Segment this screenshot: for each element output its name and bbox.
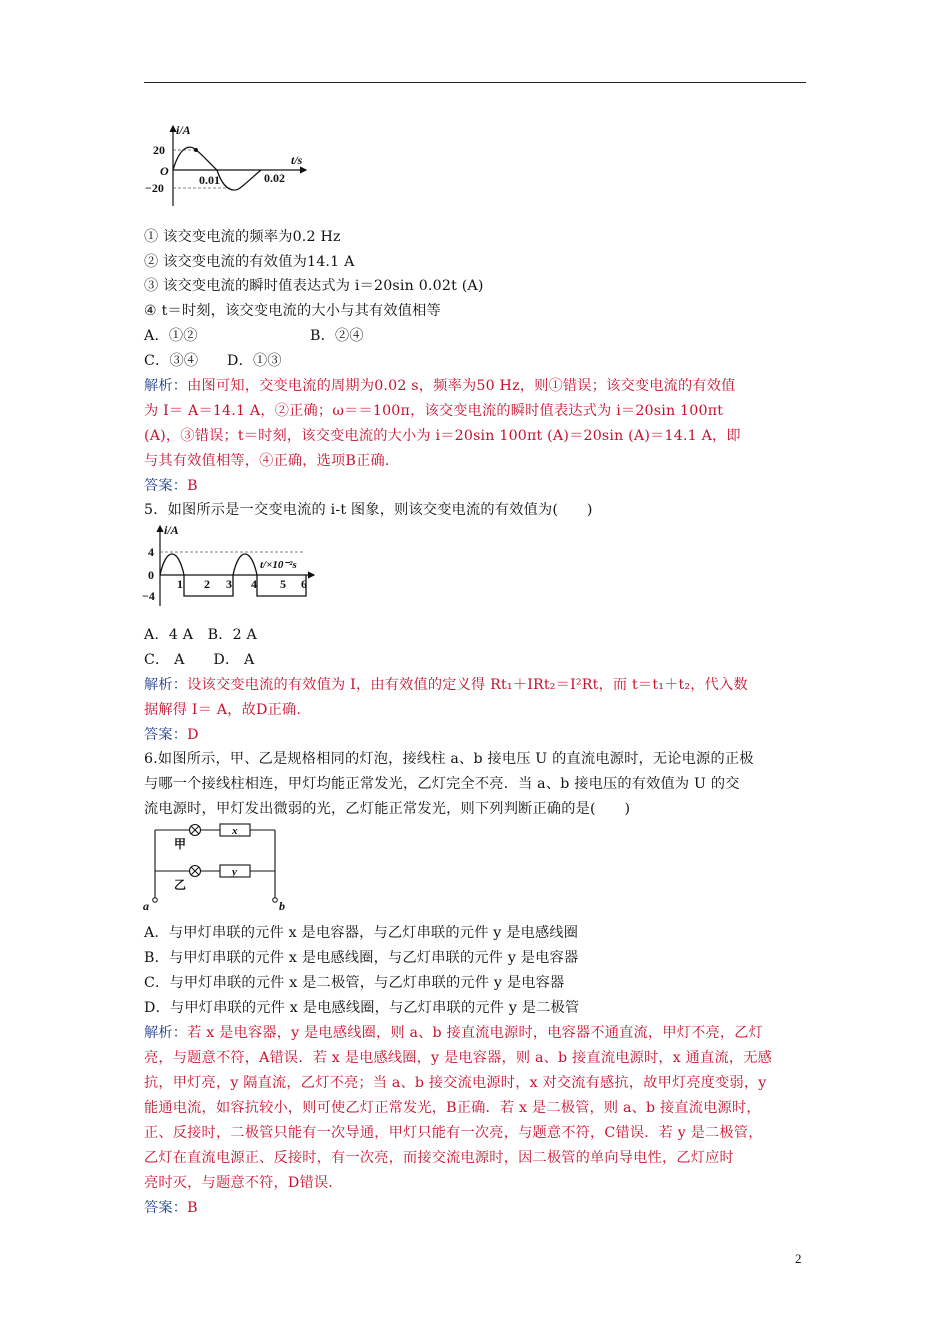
q6-analysis-line-4: 能通电流，如容抗较小，则可使乙灯正常发光，B正确．若 x 是二极管，则 a、b 接直流电源时， bbox=[144, 1100, 761, 1116]
q6-answer-label: 答案： bbox=[144, 1200, 188, 1216]
q5-analysis-line-2: 据解得 I＝ A，故D正确. bbox=[144, 702, 302, 718]
q6-lamp-yi: 乙 bbox=[174, 878, 187, 892]
q6-analysis-line-6: 乙灯在直流电源正、反接时，有一次亮，而接交流电源时，因二极管的单向导电性，乙灯应时 bbox=[144, 1150, 734, 1166]
q4-statement-2: ② 该交变电流的有效值为14.1 A bbox=[144, 254, 355, 270]
q6-analysis-line-3: 抗，甲灯亮，y 隔直流，乙灯不亮；当 a、b 接交流电源时，x 对交流有感抗，故甲灯亮度变弱，y bbox=[144, 1075, 767, 1091]
q5-analysis-line-1: 设该交变电流的有效值为 I，由有效值的定义得 Rt₁＋IRt₂＝I²Rt，而 t＝t₁＋t₂，代入数 bbox=[187, 677, 748, 693]
q6-terminal-a: a bbox=[143, 899, 149, 913]
q5-x-tick-3: 3 bbox=[226, 577, 232, 591]
q5-options-ab: A．4 A B．2 A bbox=[144, 627, 257, 643]
q4-sine-graph bbox=[140, 120, 315, 210]
q4-options-cd: C．③④ D．①③ bbox=[144, 353, 282, 369]
q4-statement-4: ④ t＝时刻，该交变电流的大小与其有效值相等 bbox=[144, 303, 441, 319]
q6-answer: B bbox=[187, 1200, 198, 1216]
q4-x-axis-label: t/s bbox=[291, 153, 303, 167]
q6-analysis-line-7: 亮时灭，与题意不符，D错误. bbox=[144, 1175, 333, 1191]
q5-answer: D bbox=[187, 727, 199, 743]
q6-stem-line-3: 流电源时，甲灯发出微弱的光，乙灯能正常发光，则下列判断正确的是( ) bbox=[144, 801, 631, 817]
q6-option-b: B．与甲灯串联的元件 x 是电感线圈，与乙灯串联的元件 y 是电容器 bbox=[144, 950, 579, 966]
q4-analysis-line-1: 由图可知，交变电流的周期为0.02 s，频率为50 Hz，则①错误；该交变电流的有效值 bbox=[187, 378, 736, 394]
q4-option-b: B．②④ bbox=[310, 328, 364, 344]
q6-option-a: A．与甲灯串联的元件 x 是电容器，与乙灯串联的元件 y 是电感线圈 bbox=[144, 925, 579, 941]
q4-statement-1: ① 该交变电流的频率为0.2 Hz bbox=[144, 229, 341, 245]
q4-tick-origin: O bbox=[160, 164, 169, 178]
q6-stem-line-2: 与哪一个接线柱相连，甲灯均能正常发光，乙灯完全不亮．当 a、b 接电压的有效值为 U 的交 bbox=[144, 776, 740, 792]
q6-lamp-jia: 甲 bbox=[174, 837, 187, 851]
q6-option-d: D．与甲灯串联的元件 x 是电感线圈，与乙灯串联的元件 y 是二极管 bbox=[144, 1000, 580, 1016]
q5-y-axis-label: i/A bbox=[164, 523, 179, 537]
q5-analysis-label: 解析： bbox=[144, 677, 188, 693]
q4-analysis-line-3: (A)，③错误；t＝时刻，该交变电流的大小为 i＝20sin 100πt (A)＝20sin (A)＝14.1 A，即 bbox=[144, 428, 741, 444]
q4-option-a: A．①② bbox=[144, 328, 198, 344]
q5-tick-4: 4 bbox=[148, 545, 154, 559]
q6-stem-line-1: 6.如图所示，甲、乙是规格相同的灯泡，接线柱 a、b 接电压 U 的直流电源时，无论电源的正极 bbox=[144, 751, 754, 767]
q6-box-y: y bbox=[232, 866, 237, 878]
q5-options-cd: C． A D． A bbox=[144, 652, 255, 668]
q6-box-x: x bbox=[232, 825, 238, 837]
q4-answer-label: 答案： bbox=[144, 478, 188, 494]
q4-analysis-line-4: 与其有效值相等，④正确，选项B正确. bbox=[144, 453, 390, 469]
q6-analysis-line-5: 正、反接时，二极管只能有一次导通，甲灯只能有一次亮，与题意不符，C错误．若 y 是二极管， bbox=[144, 1125, 763, 1141]
q5-x-tick-2: 2 bbox=[204, 577, 210, 591]
q6-terminal-b: b bbox=[279, 899, 285, 913]
q4-answer: B bbox=[187, 478, 198, 494]
q6-circuit-diagram bbox=[140, 818, 290, 914]
q4-tick-001: 0.01 bbox=[199, 173, 220, 187]
q6-option-c: C．与甲灯串联的元件 x 是二极管，与乙灯串联的元件 y 是电容器 bbox=[144, 975, 565, 991]
q5-tick-minus4: −4 bbox=[142, 589, 155, 603]
q5-stem: 5．如图所示是一交变电流的 i-t 图象，则该交变电流的有效值为( ) bbox=[144, 502, 593, 518]
q5-tick-0: 0 bbox=[148, 568, 154, 582]
q4-analysis-label: 解析： bbox=[144, 378, 188, 394]
q5-x-tick-6: 6 bbox=[301, 577, 307, 591]
q4-tick-minus20: −20 bbox=[145, 181, 164, 195]
q4-statement-3: ③ 该交变电流的瞬时值表达式为 i＝20sin 0.02t (A) bbox=[144, 278, 484, 294]
q5-current-graph bbox=[140, 522, 320, 608]
q5-x-tick-5: 5 bbox=[280, 577, 286, 591]
q5-x-axis-label: t/×10⁻²s bbox=[260, 559, 297, 571]
q6-analysis-label: 解析： bbox=[144, 1025, 188, 1041]
q5-answer-label: 答案： bbox=[144, 727, 188, 743]
page-number: 2 bbox=[795, 1251, 802, 1266]
q6-analysis-line-2: 亮，与题意不符，A错误．若 x 是电感线圈，y 是电容器，则 a、b 接直流电源时，x 通直流，无感 bbox=[144, 1050, 772, 1066]
q4-y-axis-label: i/A bbox=[176, 123, 191, 137]
q4-analysis-line-2: 为 I＝ A＝14.1 A，②正确；ω＝＝100π，该交变电流的瞬时值表达式为 i＝20sin 100πt bbox=[144, 403, 724, 419]
header-rule bbox=[144, 82, 806, 83]
q6-analysis-line-1: 若 x 是电容器，y 是电感线圈，则 a、b 接直流电源时，电容器不通直流，甲灯不亮，乙灯 bbox=[187, 1025, 764, 1041]
q4-tick-20: 20 bbox=[153, 143, 165, 157]
q5-x-tick-4: 4 bbox=[251, 577, 257, 591]
q4-tick-002: 0.02 bbox=[264, 171, 285, 185]
q5-x-tick-1: 1 bbox=[177, 577, 183, 591]
